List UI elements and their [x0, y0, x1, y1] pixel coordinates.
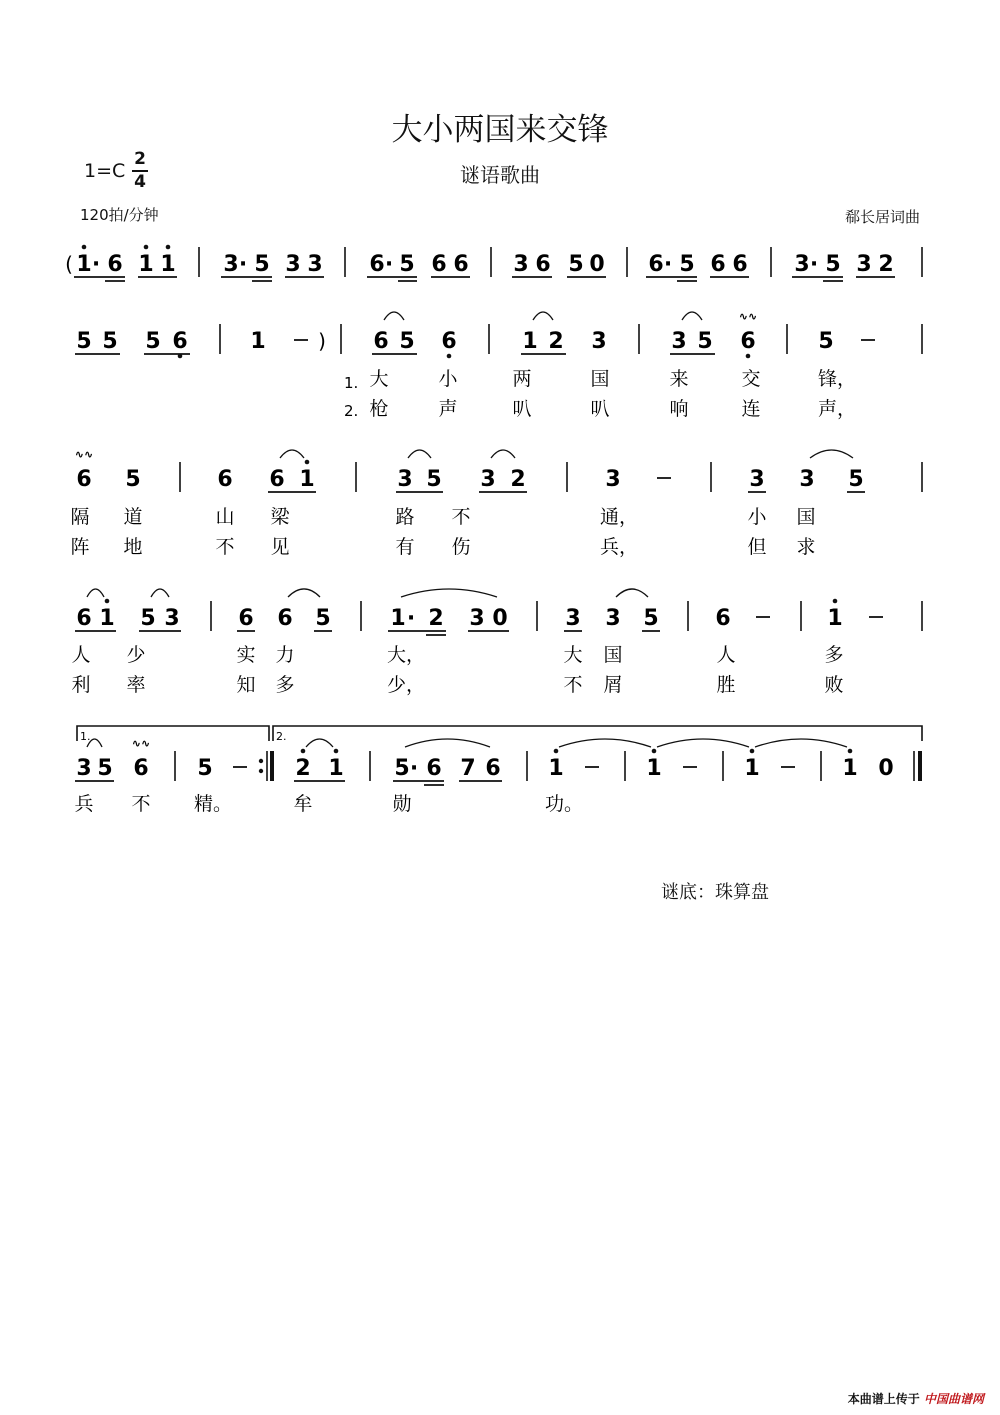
lyric-verse2: 多: [275, 674, 295, 696]
lyric-verse1: 精。: [193, 793, 233, 815]
lyric-verse1: 不: [131, 793, 151, 815]
note: 6: [715, 606, 731, 631]
lyric-verse2: 叭: [512, 398, 532, 420]
note: 6: [76, 606, 92, 631]
note: 3: [565, 606, 581, 631]
lyric-verse2: 不: [215, 536, 235, 558]
note: 3: [671, 329, 687, 354]
note: ·: [663, 252, 673, 277]
ornament-mordent: ∿∿: [738, 310, 758, 323]
note: 6: [710, 252, 726, 277]
lyric-verse2: 求: [796, 536, 816, 558]
lyric-verse1: 兵: [74, 793, 94, 815]
note: 3: [605, 467, 621, 492]
lyric-verse1: 国: [603, 644, 623, 666]
note: 6: [277, 606, 293, 631]
note: 6: [453, 252, 469, 277]
note: 5: [399, 252, 415, 277]
repeat-dot: [259, 769, 263, 773]
note: 3: [513, 252, 529, 277]
lyric-verse2: 胜: [716, 674, 736, 696]
note: 3: [856, 252, 872, 277]
note: 6: [740, 329, 756, 354]
note: ·: [409, 756, 419, 781]
song-subtitle: 谜语歌曲: [460, 163, 540, 187]
note: 6: [431, 252, 447, 277]
lyric-verse1: 来: [669, 368, 689, 390]
slur-arc: [755, 739, 847, 747]
note: 3: [164, 606, 180, 631]
octave-dot-low: [746, 354, 751, 359]
note: 6: [172, 329, 188, 354]
lyric-verse2: 兵，: [599, 536, 639, 558]
note: 5: [818, 329, 834, 354]
lyric-verse1: 少: [126, 644, 146, 666]
note: 3: [76, 756, 92, 781]
key-signature: 1=C: [84, 160, 126, 182]
note: 5: [140, 606, 156, 631]
volta-label: 2.: [276, 730, 287, 743]
note: 3: [591, 329, 607, 354]
note: 1: [250, 329, 266, 354]
note: ·: [809, 252, 819, 277]
note: 6: [535, 252, 551, 277]
note: 1: [522, 329, 538, 354]
slur-arc: [288, 589, 320, 597]
lyric-verse1: 国: [796, 506, 816, 528]
slur-arc: [491, 450, 515, 458]
note: 6: [426, 756, 442, 781]
note: 0: [878, 756, 894, 781]
slur-arc: [306, 739, 333, 747]
note: 6: [369, 252, 385, 277]
note: 1: [99, 606, 115, 631]
lyric-verse1: 交: [741, 368, 761, 390]
time-signature-top: 2: [134, 149, 146, 169]
slur-arc: [87, 589, 104, 597]
note: 1: [328, 756, 344, 781]
octave-dot-high: [301, 749, 306, 754]
note: 3: [307, 252, 323, 277]
note: 1: [299, 467, 315, 492]
octave-dot-high: [305, 460, 310, 465]
lyric-verse2: 叭: [590, 398, 610, 420]
note: 1: [138, 252, 154, 277]
note: 3: [223, 252, 239, 277]
lyric-verse1: 锋，: [817, 368, 857, 390]
note: 1: [160, 252, 176, 277]
note: 6: [441, 329, 457, 354]
lyric-verse2: 利: [71, 674, 91, 696]
note: 5: [97, 756, 113, 781]
note: 6: [373, 329, 389, 354]
composer-credit: 郗长居词曲: [844, 208, 920, 226]
octave-dot-high: [848, 749, 853, 754]
lyric-verse1: 路: [395, 506, 415, 528]
note: 3: [469, 606, 485, 631]
lyric-verse1: 功。: [544, 793, 584, 815]
note: 5: [399, 329, 415, 354]
slur-arc: [559, 739, 651, 747]
octave-dot-high: [554, 749, 559, 754]
lyric-verse1: 人: [71, 644, 91, 666]
note: 3: [794, 252, 810, 277]
note: 1: [548, 756, 564, 781]
lyric-verse1: 人: [716, 644, 736, 666]
lyric-verse2: 知: [236, 674, 256, 696]
slur-arc: [616, 589, 648, 597]
note: 0: [589, 252, 605, 277]
volta-bracket-1: [77, 726, 269, 741]
lyric-verse2: 伤: [451, 536, 471, 558]
note: 3: [799, 467, 815, 492]
lyric-verse1: 大: [369, 368, 389, 390]
lyric-verse2: 有: [395, 536, 415, 558]
octave-dot-low: [447, 354, 452, 359]
lyric-verse1: 实: [236, 644, 256, 666]
octave-dot-high: [334, 749, 339, 754]
lyric-verse1: 不: [451, 506, 471, 528]
note: 6: [732, 252, 748, 277]
lyric-verse2: 声: [438, 398, 458, 420]
slur-arc: [408, 450, 431, 458]
lyric-verse1: 通，: [599, 506, 639, 528]
lyric-verse1: 牟: [293, 793, 313, 815]
lyric-verse1: 力: [275, 644, 295, 666]
lyric-verse2: 不: [563, 674, 583, 696]
note: ·: [384, 252, 394, 277]
lyric-verse1: 山: [215, 506, 235, 528]
volta-label: 1.: [80, 730, 91, 743]
lyric-verse1: 梁: [270, 506, 290, 528]
note: 3: [397, 467, 413, 492]
note: 1: [827, 606, 843, 631]
time-signature-bottom: 4: [134, 172, 146, 192]
lyric-verse1: 两: [512, 368, 532, 390]
note: 5: [825, 252, 841, 277]
lyric-verse2: 见: [270, 536, 290, 558]
lyric-verse1: 国: [590, 368, 610, 390]
note: ·: [91, 252, 101, 277]
note: 5: [125, 467, 141, 492]
note: 2: [428, 606, 444, 631]
lyric-verse1: 小: [747, 506, 767, 528]
note: 5: [848, 467, 864, 492]
note: 6: [648, 252, 664, 277]
lyric-verse2: 屑: [603, 674, 623, 696]
note: 5: [697, 329, 713, 354]
lyric-verse1: 小: [438, 368, 458, 390]
note: 5: [254, 252, 270, 277]
verse-number: 2.: [344, 402, 359, 420]
octave-dot-high: [144, 245, 149, 250]
lyric-verse1: 隔: [70, 506, 90, 528]
lyric-verse1: 大: [563, 644, 583, 666]
note: 3: [749, 467, 765, 492]
note: 5: [102, 329, 118, 354]
note: 5: [679, 252, 695, 277]
repeat-paren: ): [318, 329, 326, 353]
lyric-verse1: 勋: [392, 793, 412, 815]
note: 3: [285, 252, 301, 277]
ornament-mordent: ∿∿: [131, 737, 151, 750]
lyric-verse2: 连: [741, 398, 761, 420]
note: 1: [76, 252, 92, 277]
octave-dot-high: [750, 749, 755, 754]
note: 5: [643, 606, 659, 631]
note: 1: [744, 756, 760, 781]
note: 2: [878, 252, 894, 277]
repeat-dot: [259, 759, 263, 763]
slur-arc: [405, 739, 490, 747]
lyric-verse2: 响: [669, 398, 689, 420]
note: 5: [76, 329, 92, 354]
note: 2: [295, 756, 311, 781]
slur-arc: [151, 589, 169, 597]
octave-dot-high: [833, 599, 838, 604]
octave-dot-high: [652, 749, 657, 754]
lyric-verse2: 败: [824, 674, 844, 696]
note: 3: [605, 606, 621, 631]
ornament-mordent: ∿∿: [74, 448, 94, 461]
lyric-verse2: 少，: [386, 674, 426, 696]
riddle-answer: 谜底：珠算盘: [661, 882, 769, 903]
note: 5: [145, 329, 161, 354]
slur-arc: [401, 589, 497, 597]
note: 6: [485, 756, 501, 781]
note: 6: [76, 467, 92, 492]
site-logo: 中国曲谱网: [923, 1392, 984, 1406]
repeat-paren: (: [65, 252, 73, 276]
lyric-verse2: 枪: [369, 398, 389, 420]
song-title: 大小两国来交锋: [391, 112, 609, 148]
slur-arc: [810, 450, 853, 458]
note: 2: [548, 329, 564, 354]
lyric-verse2: 阵: [70, 536, 90, 558]
note: 6: [133, 756, 149, 781]
slur-arc: [657, 739, 749, 747]
lyric-verse2: 但: [747, 536, 767, 558]
note: 2: [510, 467, 526, 492]
note: 3: [480, 467, 496, 492]
lyric-verse1: 多: [824, 644, 844, 666]
note: 5: [197, 756, 213, 781]
note: 6: [217, 467, 233, 492]
note: 6: [107, 252, 123, 277]
note: 1: [842, 756, 858, 781]
note: 5: [394, 756, 410, 781]
lyric-verse2: 率: [126, 674, 146, 696]
lyric-verse2: 地: [123, 536, 143, 558]
verse-number: 1.: [344, 374, 359, 392]
octave-dot-high: [166, 245, 171, 250]
octave-dot-high: [82, 245, 87, 250]
slur-arc: [384, 312, 404, 320]
lyric-verse1: 大，: [386, 644, 426, 666]
footer-prefix: 本曲谱上传于: [847, 1392, 920, 1406]
note: 1: [646, 756, 662, 781]
slur-arc: [682, 312, 702, 320]
note: 0: [492, 606, 508, 631]
note: ·: [238, 252, 248, 277]
note: ·: [406, 606, 416, 631]
slur-arc: [280, 450, 304, 458]
note: 5: [568, 252, 584, 277]
lyric-verse1: 道: [123, 506, 143, 528]
slur-arc: [533, 312, 553, 320]
note: 1: [390, 606, 406, 631]
note: 5: [315, 606, 331, 631]
note: 5: [426, 467, 442, 492]
lyric-verse2: 声，: [817, 398, 857, 420]
tempo-marking: 120拍/分钟: [80, 206, 159, 224]
octave-dot-high: [105, 599, 110, 604]
note: 6: [269, 467, 285, 492]
note: 6: [238, 606, 254, 631]
note: 7: [460, 756, 476, 781]
